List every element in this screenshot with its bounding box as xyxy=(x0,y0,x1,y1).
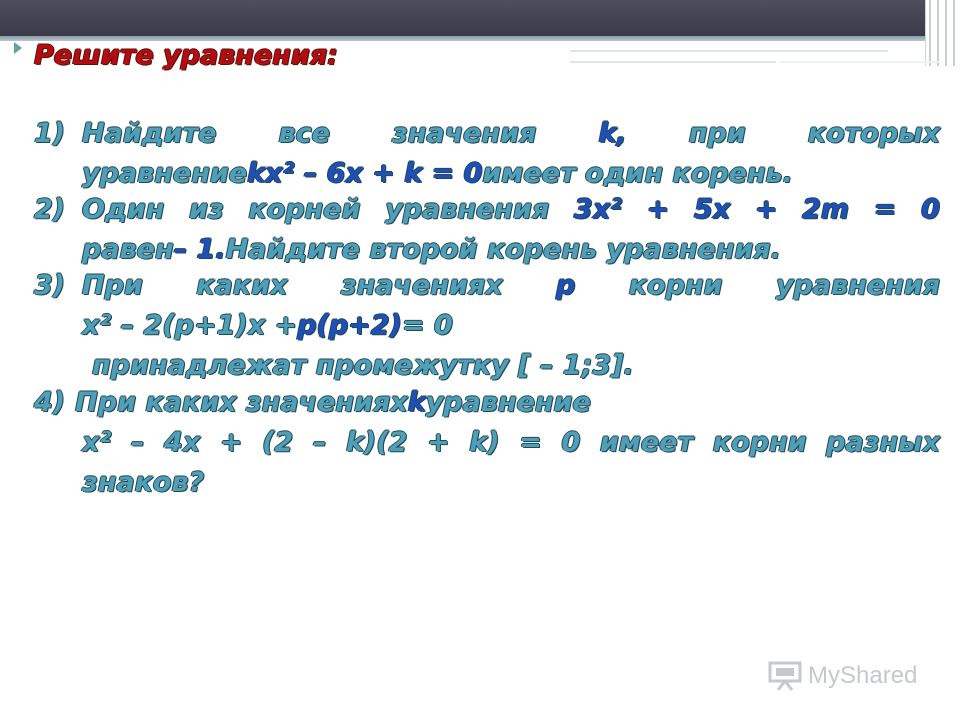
indent xyxy=(34,306,82,346)
equation-term: 4x xyxy=(164,427,201,458)
equation-term: 0 xyxy=(921,194,940,225)
equation-term: 3x² xyxy=(573,194,622,225)
task-4-line-2 xyxy=(34,423,940,463)
equation-term: 5x xyxy=(693,194,731,225)
watermark xyxy=(768,656,917,696)
word: корней xyxy=(248,194,361,225)
indent xyxy=(34,463,82,503)
indent xyxy=(34,346,92,386)
text: имеет один корень. xyxy=(482,158,793,189)
task-3-text xyxy=(82,266,940,306)
indent xyxy=(34,423,82,463)
word: все xyxy=(278,118,330,149)
equation-term: + xyxy=(754,194,778,225)
task-2 xyxy=(34,190,940,270)
task-number: 3) xyxy=(34,270,66,301)
variable-k: k, xyxy=(598,118,627,149)
word: корни xyxy=(712,427,807,458)
word: уравнения xyxy=(775,270,940,301)
word: Найдите xyxy=(82,118,217,149)
word: уравнения xyxy=(385,194,550,225)
task-4-line-1 xyxy=(34,383,940,423)
equation: = 0 xyxy=(401,310,453,341)
text: уравнение xyxy=(82,158,248,189)
word: разных xyxy=(826,427,940,458)
equation-term: k)(2 xyxy=(345,427,408,458)
word: каких xyxy=(196,270,288,301)
task-3 xyxy=(34,266,940,386)
indent xyxy=(34,230,82,270)
page-title: Решите уравнения: xyxy=(34,40,338,71)
task-number: 2) xyxy=(34,194,66,225)
presentation-board-icon xyxy=(768,661,802,691)
text: Найдите второй корень уравнения. xyxy=(225,234,781,265)
decorative-stripes xyxy=(925,0,960,66)
equation: kx² – 6x + k = 0 xyxy=(247,158,483,189)
equation-term: x² xyxy=(82,427,112,458)
task-3-line-1 xyxy=(34,266,940,306)
watermark-text: MyShared xyxy=(808,662,918,689)
equation-term: 2m xyxy=(802,194,850,225)
header-divider xyxy=(570,50,888,52)
word: значениях xyxy=(340,270,503,301)
task-1-line-1 xyxy=(34,114,940,154)
task-2-text xyxy=(82,190,940,230)
equation-term: + xyxy=(427,427,450,458)
equation-term: – xyxy=(312,427,327,458)
word: значения xyxy=(392,118,537,149)
text: знаков? xyxy=(82,467,205,498)
task-1-text xyxy=(82,114,940,154)
variable-p: p xyxy=(555,270,576,301)
equation-term: 0 xyxy=(561,427,581,458)
task-2-line-1 xyxy=(34,190,940,230)
text: уравнение xyxy=(425,387,591,418)
equation-term: k) xyxy=(469,427,500,458)
equation-term: = xyxy=(873,194,897,225)
accent-triangle-icon xyxy=(14,42,22,54)
equation-term: p(p+2) xyxy=(297,310,402,341)
task-3-line-2 xyxy=(34,306,940,346)
task-3-line-3 xyxy=(34,346,940,386)
equation-term: (2 xyxy=(262,427,294,458)
task-number: 1) xyxy=(34,118,66,149)
root-value: – 1. xyxy=(173,234,226,265)
text: При каких значениях xyxy=(75,387,408,418)
header-divider xyxy=(570,61,776,63)
task-2-line-2 xyxy=(34,230,940,270)
word: При xyxy=(82,270,143,301)
task-1-line-2 xyxy=(34,154,940,194)
task-1 xyxy=(34,114,940,194)
task-number: 4) xyxy=(34,387,66,418)
word: которых xyxy=(807,118,940,149)
variable-k: k xyxy=(407,387,426,418)
header-divider xyxy=(780,61,940,63)
word: при xyxy=(688,118,746,149)
word: из xyxy=(189,194,224,225)
equation-term: + xyxy=(646,194,670,225)
task-4-line-3 xyxy=(34,463,940,503)
top-bar xyxy=(0,0,960,36)
word: имеет xyxy=(599,427,694,458)
task-4-text xyxy=(82,423,940,463)
task-4 xyxy=(34,383,940,503)
equation-term: – xyxy=(130,427,145,458)
indent xyxy=(34,154,82,194)
word: Один xyxy=(82,194,165,225)
equation: x² – 2(p+1)x + xyxy=(82,310,298,341)
equation-term: = xyxy=(519,427,542,458)
text: принадлежат промежутку [ – 1;3]. xyxy=(92,350,634,381)
equation-term: + xyxy=(219,427,243,458)
word: корни xyxy=(628,270,723,301)
text: равен xyxy=(82,234,174,265)
